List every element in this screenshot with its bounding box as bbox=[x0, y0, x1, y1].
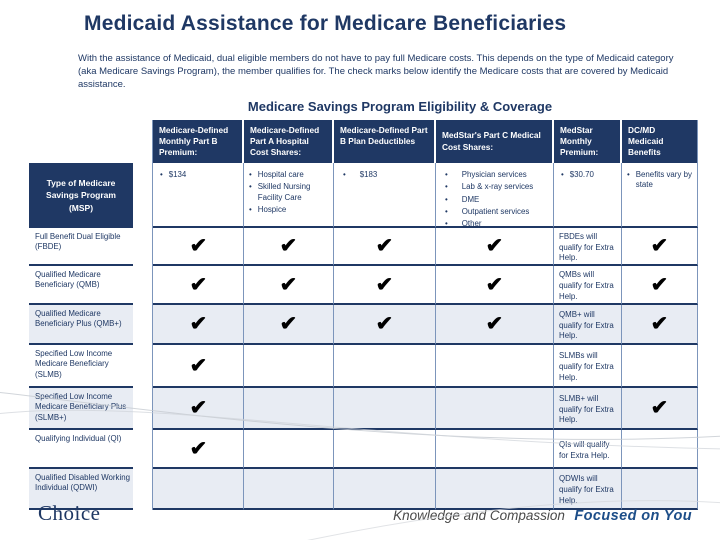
column-header-dcmd-benefits: DC/MD Medicaid Benefits bbox=[622, 120, 698, 163]
page-title: Medicaid Assistance for Medicare Beneficiaries bbox=[84, 12, 567, 35]
intro-paragraph: With the assistance of Medicaid, dual eligible members do not have to pay full Medicare costs. This depends on the type of Medicaid category (aka Medicare Savings Program), the member qualifies for. The check marks below identify the Medicare costs that are covered by Medicaid assistance. bbox=[78, 53, 674, 90]
check-mark-icon: ✔ bbox=[189, 235, 207, 257]
cell-qmbplus-part-b-deductibles bbox=[334, 305, 436, 345]
cell-slmb-extra-help bbox=[554, 345, 622, 388]
cell-slmbplus-dcmd bbox=[622, 388, 698, 430]
check-mark-icon: ✔ bbox=[650, 313, 669, 335]
cell-slmb-part-b-deductibles bbox=[334, 345, 436, 388]
cell-qi-part-b-premium bbox=[153, 430, 244, 469]
check-mark-icon: ✔ bbox=[189, 313, 207, 335]
detail-item: • Physician services bbox=[441, 170, 550, 180]
cell-qmb-extra-help bbox=[554, 266, 622, 305]
corner-header: Type of Medicare Savings Program (MSP) bbox=[29, 163, 133, 228]
check-mark-icon: ✔ bbox=[375, 313, 394, 335]
detail-item: • $134 bbox=[158, 170, 240, 180]
detail-item: • Benefits vary by state bbox=[627, 170, 694, 191]
check-mark-icon: ✔ bbox=[279, 273, 298, 296]
cell-qmb-part-c-medical bbox=[436, 266, 554, 305]
check-mark-icon: ✔ bbox=[189, 354, 207, 377]
column-header-part-b-deductibles: Medicare-Defined Part B Plan Deductibles bbox=[334, 120, 436, 163]
row-label-slmb: Specified Low Income Medicare Beneficiary (SLMB) bbox=[29, 345, 133, 388]
cell-qmbplus-part-c-medical bbox=[436, 305, 554, 345]
cell-qdwi-dcmd bbox=[622, 469, 698, 510]
cell-qdwi-part-b-deductibles bbox=[334, 469, 436, 510]
cell-fbde-part-c-medical bbox=[436, 228, 554, 266]
row-label-qmb-plus: Qualified Medicare Beneficiary Plus (QMB+) bbox=[29, 305, 133, 345]
cell-slmb-part-b-premium bbox=[153, 345, 244, 388]
check-mark-icon: ✔ bbox=[650, 273, 669, 296]
cell-fbde-part-b-deductibles bbox=[334, 228, 436, 266]
cell-slmbplus-part-b-premium bbox=[153, 388, 244, 430]
cell-qmb-part-b-premium bbox=[153, 266, 244, 305]
extra-help-text: QIs will qualify for Extra Help. bbox=[559, 439, 610, 460]
cell-qmb-part-a-hospital bbox=[244, 266, 334, 305]
choice-logo: Choice bbox=[38, 501, 101, 525]
cell-qmb-part-b-deductibles bbox=[334, 266, 436, 305]
check-mark-icon: ✔ bbox=[375, 273, 394, 296]
cell-qmbplus-dcmd bbox=[622, 305, 698, 345]
detail-item: • Outpatient services bbox=[441, 207, 550, 217]
tagline bbox=[393, 507, 692, 525]
column-header-part-a-hospital: Medicare-Defined Part A Hospital Cost Shares: bbox=[244, 120, 334, 163]
tagline-bold: Focused on You bbox=[574, 508, 692, 524]
cell-slmb-dcmd bbox=[622, 345, 698, 388]
extra-help-text: QMBs will qualify for Extra Help. bbox=[559, 270, 614, 301]
check-mark-icon: ✔ bbox=[650, 397, 669, 419]
check-mark-icon: ✔ bbox=[650, 235, 669, 257]
cell-qi-extra-help bbox=[554, 430, 622, 469]
row-label-qmb: Qualified Medicare Beneficiary (QMB) bbox=[29, 266, 133, 305]
check-mark-icon: ✔ bbox=[189, 273, 207, 296]
cell-slmbplus-extra-help bbox=[554, 388, 622, 430]
cell-slmb-part-c-medical bbox=[436, 345, 554, 388]
check-mark-icon: ✔ bbox=[485, 235, 504, 257]
extra-help-text: SLMB+ will qualify for Extra Help. bbox=[559, 393, 614, 425]
cell-qmbplus-extra-help bbox=[554, 305, 622, 345]
tagline-regular: Knowledge and Compassion bbox=[393, 508, 565, 523]
cell-qi-part-c-medical bbox=[436, 430, 554, 469]
detail-item: • DME bbox=[441, 195, 550, 205]
cell-slmbplus-part-a-hospital bbox=[244, 388, 334, 430]
detail-item: • Hospice bbox=[249, 205, 330, 215]
cell-fbde-extra-help bbox=[554, 228, 622, 266]
column-header-monthly-premium: MedStar Monthly Premium: bbox=[554, 120, 622, 163]
check-mark-icon: ✔ bbox=[485, 273, 504, 296]
table-title: Medicare Savings Program Eligibility & Coverage bbox=[247, 99, 553, 114]
cell-qmb-dcmd bbox=[622, 266, 698, 305]
cell-qdwi-part-c-medical bbox=[436, 469, 554, 510]
cell-slmb-part-a-hospital bbox=[244, 345, 334, 388]
extra-help-text: FBDEs will qualify for Extra Help. bbox=[559, 232, 614, 263]
detail-part-b-premium bbox=[153, 163, 244, 228]
detail-item: • Lab & x-ray services bbox=[441, 182, 550, 192]
detail-dcmd-benefits bbox=[622, 163, 698, 228]
row-label-qdwi: Qualified Disabled Working Individual (QDWI) bbox=[29, 469, 133, 510]
row-header-column bbox=[29, 163, 133, 510]
check-mark-icon: ✔ bbox=[279, 313, 298, 335]
extra-help-text: SLMBs will qualify for Extra Help. bbox=[559, 351, 614, 382]
cell-fbde-part-a-hospital bbox=[244, 228, 334, 266]
cell-qi-part-b-deductibles bbox=[334, 430, 436, 469]
detail-part-a-hospital bbox=[244, 163, 334, 228]
check-mark-icon: ✔ bbox=[189, 397, 207, 419]
cell-qdwi-part-b-premium bbox=[153, 469, 244, 510]
detail-item: • $30.70 bbox=[559, 170, 618, 180]
cell-slmbplus-part-c-medical bbox=[436, 388, 554, 430]
extra-help-text: QDWIs will qualify for Extra Help. bbox=[559, 474, 614, 505]
cell-qdwi-part-a-hospital bbox=[244, 469, 334, 510]
cell-qmbplus-part-a-hospital bbox=[244, 305, 334, 345]
detail-item: • Other bbox=[441, 219, 550, 229]
row-label-slmb-plus: Specified Low Income Medicare Beneficiary Plus (SLMB+) bbox=[29, 388, 133, 430]
detail-part-b-deductibles bbox=[334, 163, 436, 228]
detail-item: • Skilled Nursing Facility Care bbox=[249, 182, 330, 203]
detail-part-c-medical bbox=[436, 163, 554, 228]
row-label-fbde: Full Benefit Dual Eligible (FBDE) bbox=[29, 228, 133, 266]
detail-monthly-premium bbox=[554, 163, 622, 228]
cell-qi-dcmd bbox=[622, 430, 698, 469]
column-header-part-c-medical: MedStar's Part C Medical Cost Shares: bbox=[436, 120, 554, 163]
column-header-part-b-premium: Medicare-Defined Monthly Part B Premium: bbox=[153, 120, 244, 163]
detail-item: • Hospital care bbox=[249, 170, 330, 180]
cell-qi-part-a-hospital bbox=[244, 430, 334, 469]
cell-qdwi-extra-help bbox=[554, 469, 622, 510]
cell-fbde-part-b-premium bbox=[153, 228, 244, 266]
check-mark-icon: ✔ bbox=[189, 437, 207, 460]
cell-fbde-dcmd bbox=[622, 228, 698, 266]
check-mark-icon: ✔ bbox=[279, 235, 298, 257]
extra-help-text: QMB+ will qualify for Extra Help. bbox=[559, 309, 614, 341]
cell-qmbplus-part-b-premium bbox=[153, 305, 244, 345]
detail-item: • $183 bbox=[339, 170, 432, 180]
cell-slmbplus-part-b-deductibles bbox=[334, 388, 436, 430]
check-mark-icon: ✔ bbox=[485, 313, 504, 335]
row-label-qi: Qualifying Individual (QI) bbox=[29, 430, 133, 469]
coverage-table bbox=[152, 120, 697, 510]
check-mark-icon: ✔ bbox=[375, 235, 394, 257]
